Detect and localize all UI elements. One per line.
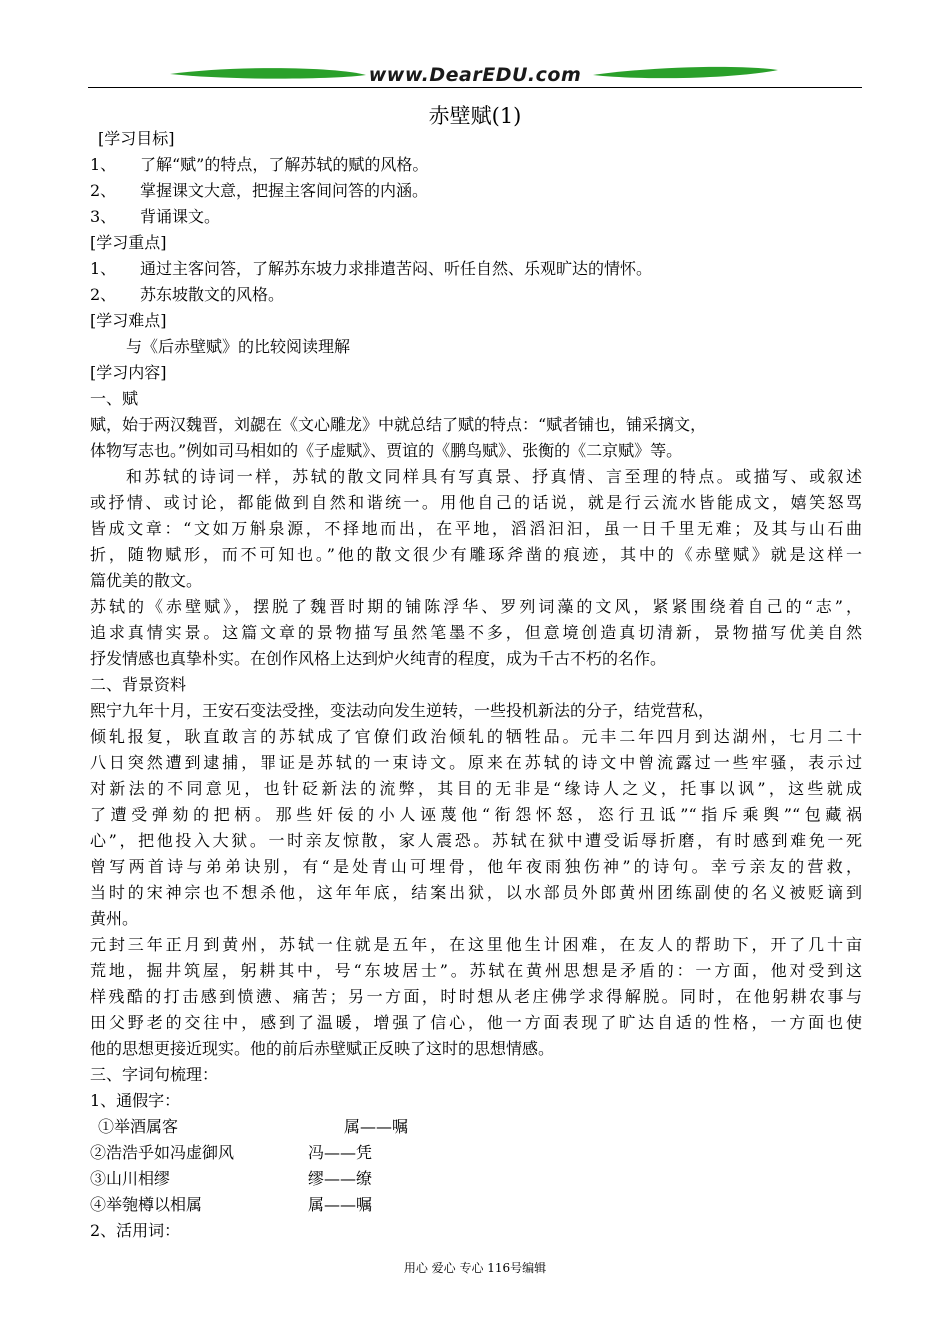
paragraph-line: 体物写志也。”例如司马相如的《子虚赋》、贾谊的《鹏鸟赋》、张衡的《二京赋》等。 — [90, 441, 683, 460]
paragraph-line: 对新法的不同意见，也针砭新法的流弊，其目的无非是“缘诗人之义，托事以讽”，这些就成 — [90, 779, 862, 798]
paragraph-line: 倾轧报复，耿直敢言的苏轼成了官僚们政治倾轧的牺牲品。元丰二年四月到达湖州，七月二十 — [90, 727, 862, 746]
goal-item — [90, 204, 862, 230]
paragraph-line: 元封三年正月到黄州，苏轼一住就是五年，在这里他生计困难，在友人的帮助下，开了几十亩 — [90, 935, 862, 954]
tongjia-phrase: ②浩浩乎如冯虚御风 — [90, 1143, 235, 1162]
section-title-fu: 一、赋 — [90, 389, 139, 408]
key-point-text: 通过主客问答，了解苏东坡力求排遣苦闷、听任自然、乐观旷达的情怀。 — [140, 259, 653, 278]
site-url-logo: www.DearEDU.com — [368, 64, 582, 86]
goal-number: 3、 — [90, 207, 117, 226]
paragraph-line: 田父野老的交往中，感到了温暖，增强了信心，他一方面表现了旷达自适的性格，一方面也使 — [90, 1013, 862, 1032]
paragraph-line: 苏轼的《赤壁赋》，摆脱了魏晋时期的铺陈浮华、罗列词藻的文风，紧紧围绕着自己的“志”， — [90, 597, 862, 616]
paragraph-line: 当时的宋神宗也不想杀他，这年年底，结案出狱，以水部员外郎黄州团练副使的名义被贬谪到 — [90, 883, 862, 902]
paragraph-line: 心”，把他投入大狱。一时亲友惊散，家人震恐。苏轼在狱中遭受诟辱折磨，有时感到难免一死 — [90, 831, 862, 850]
goal-number: 1、 — [90, 155, 117, 174]
tongjia-row — [90, 1114, 862, 1140]
difficulty-text: 与《后赤壁赋》的比较阅读理解 — [126, 337, 351, 356]
document-body — [90, 126, 862, 1244]
paragraph-line: 他的思想更接近现实。他的前后赤壁赋正反映了这时的思想情感。 — [90, 1039, 555, 1058]
tongjia-row — [90, 1166, 862, 1192]
tongjia-mapping: 属——嘱 — [344, 1117, 409, 1136]
paragraph-line: 和苏轼的诗词一样，苏轼的散文同样具有写真景、抒真情、言至理的特点。或描写、或叙述 — [126, 467, 862, 486]
section-heading-key-points: [学习重点] — [90, 233, 167, 252]
section-heading-difficulty: [学习难点] — [90, 311, 167, 330]
paragraph-line: 抒发情感也真挚朴实。在创作风格上达到炉火纯青的程度，成为千古不朽的名作。 — [90, 649, 667, 668]
key-point-text: 苏东坡散文的风格。 — [140, 285, 285, 304]
paragraph-line: 或抒情、或讨论，都能做到自然和谐统一。用他自己的话说，就是行云流水皆能成文，嬉笑怒骂 — [90, 493, 862, 512]
paragraph-line: 熙宁九年十月，王安石变法受挫，变法动向发生逆转，一些投机新法的分子，结党营私， — [90, 701, 715, 720]
paragraph-line: 追求真情实景。这篇文章的景物描写虽然笔墨不多，但意境创造真切清新，景物描写优美自然 — [90, 623, 862, 642]
paragraph-line: 曾写两首诗与弟弟诀别，有“是处青山可埋骨，他年夜雨独伤神”的诗句。幸亏亲友的营救， — [90, 857, 862, 876]
header-divider — [88, 87, 862, 88]
section-heading-goals: [学习目标] — [98, 129, 175, 148]
key-point-number: 2、 — [90, 285, 117, 304]
goal-item — [90, 178, 862, 204]
paragraph-line: 折，随物赋形，而不可知也。”他的散文很少有雕琢斧凿的痕迹，其中的《赤壁赋》就是这样一 — [90, 545, 862, 564]
paragraph-line: 黄州。 — [90, 909, 139, 928]
subsection-title-tongjia: 1、通假字： — [90, 1091, 181, 1110]
key-point-item — [90, 282, 862, 308]
paragraph-line: 荒地，掘井筑屋，躬耕其中，号“东坡居士”。苏轼在黄州思想是矛盾的：一方面，他对受到这 — [90, 961, 862, 980]
tongjia-row — [90, 1192, 862, 1218]
paragraph-line: 样残酷的打击感到愤懑、痛苦；另一方面，时时想从老庄佛学求得解脱。同时，在他躬耕农事与 — [90, 987, 862, 1006]
goal-item — [90, 152, 862, 178]
goal-text: 背诵课文。 — [140, 207, 221, 226]
goal-text: 了解“赋”的特点，了解苏轼的赋的风格。 — [140, 155, 429, 174]
page-title: 赤壁赋(1) — [428, 104, 522, 128]
tongjia-phrase: ④举匏樽以相属 — [90, 1195, 203, 1214]
tongjia-phrase: ③山川相缪 — [90, 1169, 171, 1188]
paragraph-line: 赋，始于两汉魏晋，刘勰在《文心雕龙》中就总结了赋的特点：“赋者铺也，铺采摛文， — [90, 415, 707, 434]
paragraph-line: 篇优美的散文。 — [90, 571, 203, 590]
tongjia-phrase: ①举酒属客 — [98, 1117, 179, 1136]
section-heading-content: [学习内容] — [90, 363, 167, 382]
goal-number: 2、 — [90, 181, 117, 200]
section-title-background: 二、背景资料 — [90, 675, 187, 694]
tongjia-mapping: 属——嘱 — [308, 1195, 373, 1214]
goal-text: 掌握课文大意，把握主客间问答的内涵。 — [140, 181, 429, 200]
paragraph-line: 了遭受弹劾的把柄。那些奸佞的小人诬蔑他“衔怨怀怒，恣行丑诋”“指斥乘舆”“包藏祸 — [90, 805, 862, 824]
tongjia-row — [90, 1140, 862, 1166]
paragraph-line: 皆成文章：“文如万斛泉源，不择地而出，在平地，滔滔汩汩，虽一日千里无难；及其与山石曲 — [90, 519, 862, 538]
tongjia-mapping: 缪——缭 — [308, 1169, 373, 1188]
key-point-item — [90, 256, 862, 282]
key-point-number: 1、 — [90, 259, 117, 278]
tongjia-mapping: 冯——凭 — [308, 1143, 373, 1162]
paragraph-line: 八日突然遭到逮捕，罪证是苏轼的一束诗文。原来在苏轼的诗文中曾流露过一些牢骚，表示过 — [90, 753, 862, 772]
section-title-vocabulary: 三、字词句梳理： — [90, 1065, 219, 1084]
subsection-title-huoyong: 2、活用词： — [90, 1221, 181, 1240]
page-footer: 用心 爱心 专心 116号编辑 — [403, 1261, 547, 1275]
